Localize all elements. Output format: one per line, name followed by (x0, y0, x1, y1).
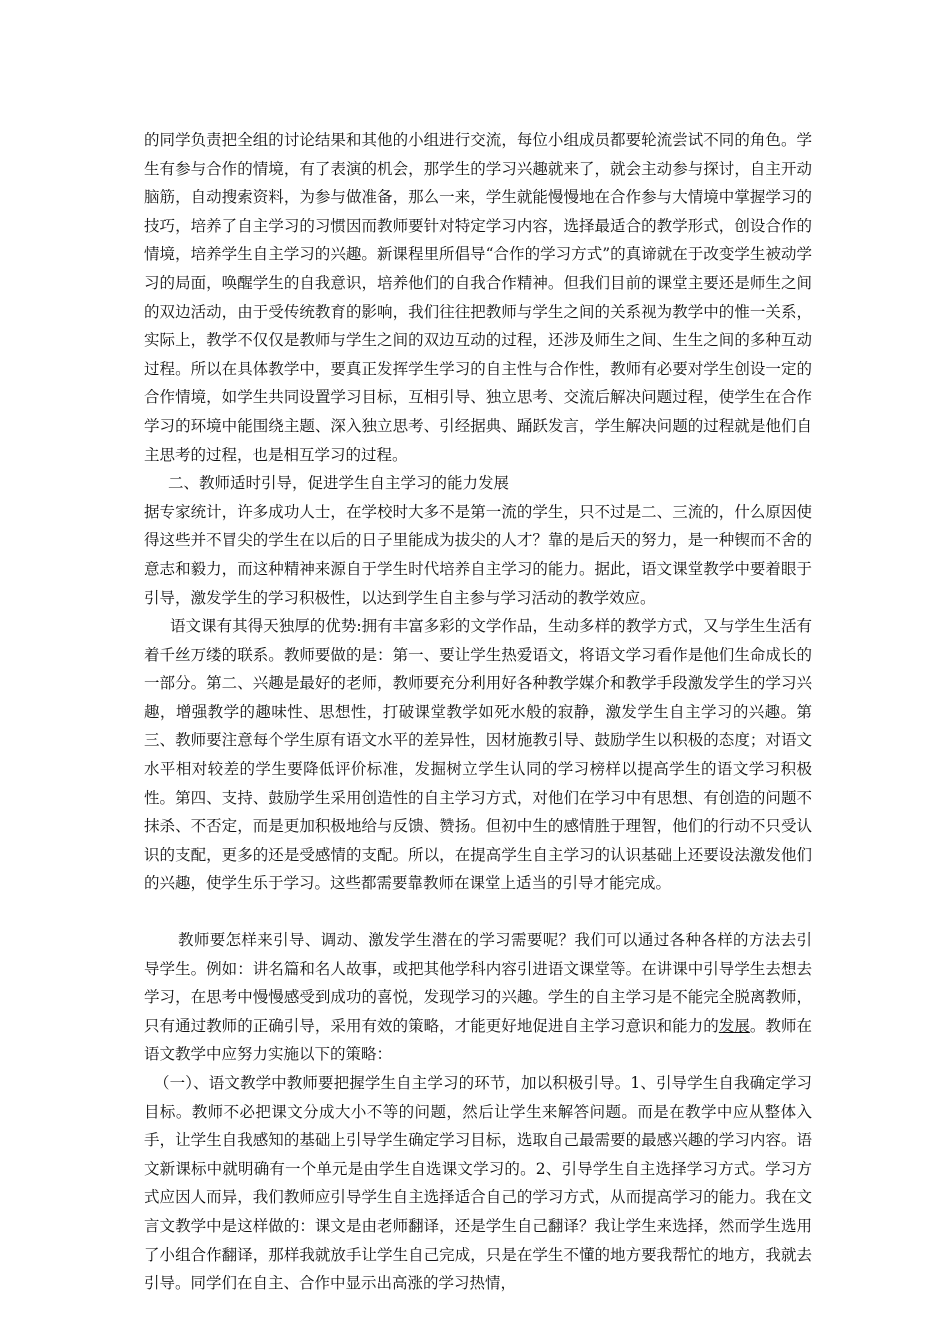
paragraph-guidance-tail: 。教师在语文教学中应努力实施以下的策略： (144, 1016, 812, 1064)
paragraph-chinese-class-advantages: 语文课有其得天独厚的优势:拥有丰富多彩的文学作品，生动多样的教学方式，又与学生生活有着千丝万缕的联系。教师要做的是：第一、要让学生热爱语文，将语文学习看作是他们生命成长的一部分。第二、兴趣是最好的老师，教师要充分利用好各种教学媒介和教学手段激发学生的学习兴趣，增强教学的趣味性、思想性，打破课堂教学如死水般的寂静，激发学生自主学习的兴趣。第三、教师要注意每个学生原有语文水平的差异性，因材施教引导、鼓励学生以积极的态度；对语文水平相对较差的学生要降低评价标准，发掘树立学生认同的学习榜样以提高学生的语文学习积极性。第四、支持、鼓励学生采用创造性的自主学习方式，对他们在学习中有思想、有创造的问题不抹杀、不否定，而是更加积极地给与反馈、赞扬。但初中生的感情胜于理智，他们的行动不只受认识的支配，更多的还是受感情的支配。所以，在提高学生自主学习的认识基础上还要设法激发他们的兴趣，使学生乐于学习。这些都需要靠教师在课堂上适当的引导才能完成。 (144, 617, 812, 893)
paragraph-guidance-methods (144, 926, 812, 1069)
section-heading-2: 二、教师适时引导，促进学生自主学习的能力发展 (168, 474, 510, 493)
paragraph-cooperative-learning: 的同学负责把全组的讨论结果和其他的小组进行交流，每位小组成员都要轮流尝试不同的角色。学生有参与合作的情境，有了表演的机会，那学生的学习兴趣就来了，就会主动参与探讨，自主开动脑筋，自动搜索资料，为参与做准备，那么一来，学生就能慢慢地在合作参与大情境中掌握学习的技巧，培养了自主学习的习惯因而教师要针对特定学习内容，选择最适合的教学形式，创设合作的情境，培养学生自主学习的兴趣。新课程里所倡导“合作的学习方式”的真谛就在于改变学生被动学习的局面，唤醒学生的自我意识，培养他们的自我合作精神。但我们目前的课堂主要还是师生之间的双边活动，由于受传统教育的影响，我们往往把教师与学生之间的关系视为教学中的惟一关系，实际上，教学不仅仅是教师与学生之间的双边互动的过程，还涉及师生之间、生生之间的多种互动过程。所以在具体教学中，要真正发挥学生学习的自主性与合作性，教师有必要对学生创设一定的合作情境，如学生共同设置学习目标，互相引导、独立思考、交流后解决问题过程，使学生在合作学习的环境中能围绕主题、深入独立思考、引经据典、踊跃发言，学生解决问题的过程就是他们自主思考的过程，也是相互学习的过程。 (144, 131, 812, 464)
paragraph-spacer (144, 898, 812, 926)
paragraph-guidance-text: 教师要怎样来引导、调动、激发学生潜在的学习需要呢？我们可以通过各种各样的方法去引导学生。例如：讲名篇和名人故事，或把其他学科内容引进语文课堂等。在讲课中引导学生去想去学习，在思考中慢慢感受到成功的喜悦，发现学习的兴趣。学生的自主学习是不能完全脱离教师，只有通过教师的正确引导，采用有效的策略，才能更好地促进自主学习意识和能力的 (144, 931, 812, 1035)
document-body (144, 126, 812, 1298)
paragraph-strategy-one: （一）、语文教学中教师要把握学生自主学习的环节，加以积极引导。1、引导学生自我确定学习目标。教师不必把课文分成大小不等的问题，然后让学生来解答问题。而是在教学中应从整体入手，让学生自我感知的基础上引导学生确定学习目标，选取自己最需要的最感兴趣的学习内容。语文新课标中就明确有一个单元是由学生自选课文学习的。2、引导学生自主选择学习方式。学习方式应因人而异，我们教师应引导学生自主选择适合自己的学习方式，从而提高学习的能力。我在文言文教学中是这样做的：课文是由老师翻译，还是学生自己翻译？我让学生来选择，然而学生选用了小组合作翻译，那样我就放手让学生自己完成，只是在学生不懂的地方要我帮忙的地方，我就去引导。同学们在自主、合作中显示出高涨的学习热情， (144, 1074, 812, 1293)
paragraph-expert-statistics: 据专家统计，许多成功人士，在学校时大多不是第一流的学生，只不过是二、三流的，什么原因使得这些并不冒尖的学生在以后的日子里能成为拔尖的人才？靠的是后天的努力，是一种锲而不舍的意志和毅力，而这种精神来源自于学生时代培养自主学习的能力。据此，语文课堂教学中要着眼于引导，激发学生的学习积极性，以达到学生自主参与学习活动的教学效应。 (144, 502, 812, 607)
underlined-word: 发展 (718, 1016, 750, 1035)
